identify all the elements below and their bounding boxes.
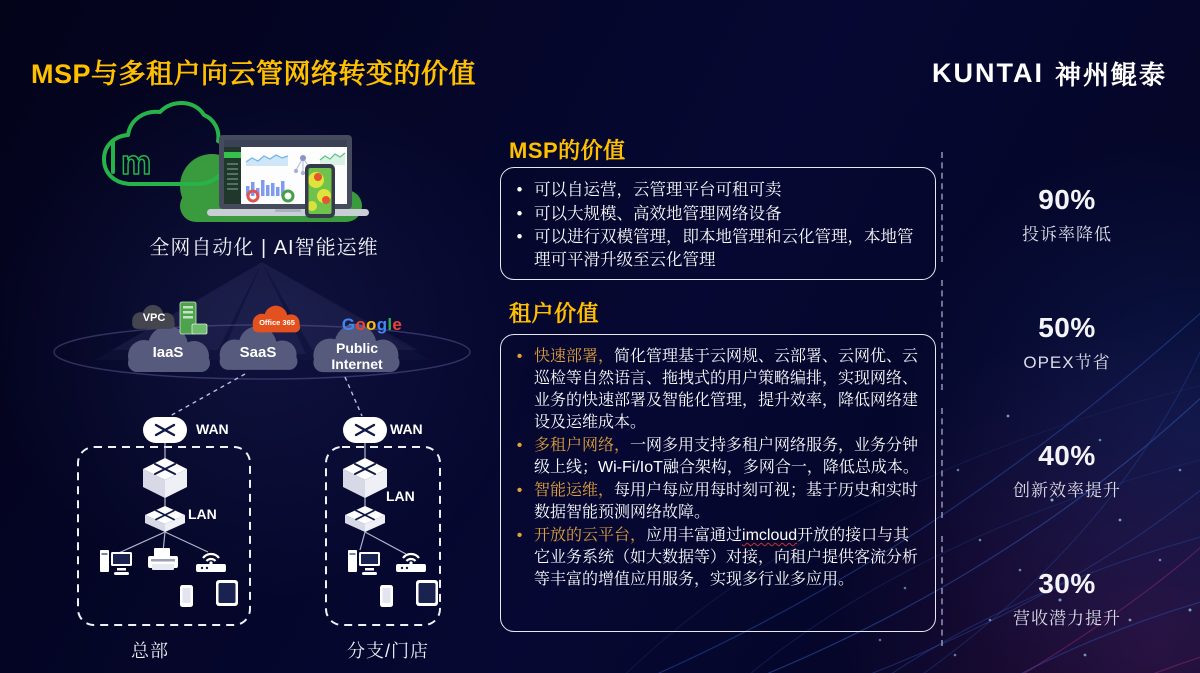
bullet-dot: •	[516, 348, 523, 365]
saas-label: SaaS	[239, 344, 277, 361]
network-diagram	[0, 255, 500, 673]
page-title: MSP与多租户向云管网络转变的价值	[31, 59, 477, 89]
imcloud-word: imcloud	[742, 527, 798, 544]
msp-bullet	[513, 203, 921, 226]
bullet-dot: •	[516, 204, 523, 223]
tenant-bullet	[513, 346, 921, 434]
tablet-icon-branch	[416, 580, 438, 606]
stat-value: 90%	[1038, 183, 1096, 215]
lan-label-hq: LAN	[188, 506, 217, 522]
google-letter: l	[387, 315, 393, 334]
pc-icon-hq	[100, 550, 132, 575]
stat-label: OPEX节省	[1023, 352, 1111, 372]
msp-value-box	[500, 167, 936, 280]
msp-section-heading: MSP的价值	[509, 138, 626, 163]
cloud-links	[170, 374, 362, 416]
wan-router-icon-branch	[343, 417, 387, 443]
stat-value: 40%	[1038, 439, 1096, 471]
msp-bullet-text: 可以进行双模管理，即本地管理和云化管理，本地管理可平滑升级至云化管理	[534, 228, 914, 269]
core-switch-icon-branch	[343, 458, 387, 498]
tenant-section-heading: 租户价值	[509, 301, 600, 326]
tablet-icon-hq	[216, 580, 238, 606]
google-logo	[342, 315, 402, 335]
lan-switch-icon-hq	[145, 506, 185, 532]
msp-bullet	[513, 179, 921, 202]
wan-label-hq: WAN	[196, 421, 229, 437]
bullet-dot: •	[516, 482, 523, 499]
stat-revenue-potential	[941, 534, 1193, 662]
stat-label: 创新效率提升	[1013, 480, 1121, 500]
stats-column	[941, 150, 1193, 662]
site-name-hq: 总部	[131, 641, 169, 661]
brand-logo-en: KUNTAI	[932, 58, 1044, 88]
stat-label: 投诉率降低	[1022, 224, 1112, 244]
stat-opex-saving	[941, 278, 1193, 406]
phone-icon-branch	[380, 585, 393, 607]
cloud-platform-illustration	[0, 100, 500, 250]
tenant-bullet	[513, 435, 921, 479]
google-letter: e	[392, 315, 403, 334]
stat-complaint-reduction	[941, 150, 1193, 278]
tenant-bullet-text	[534, 480, 921, 524]
tenant-bullet-body: 应用丰富通过	[646, 527, 743, 544]
tenant-value-box	[500, 334, 936, 632]
tenant-bullet-keyword: 快速部署，	[534, 348, 615, 365]
ap-icon-hq	[196, 554, 226, 572]
pc-icon-branch	[348, 550, 380, 575]
msp-bullet	[513, 226, 921, 271]
illustration-caption: 全网自动化 | AI智能运维	[149, 237, 379, 259]
tenant-bullet-keyword: 开放的云平台，	[534, 527, 647, 544]
google-letter: g	[376, 315, 388, 334]
phone-heatmap	[305, 164, 335, 218]
phone-icon-hq	[180, 585, 193, 607]
tenant-bullet	[513, 480, 921, 524]
msp-bullet-text: 可以自运营，云管理平台可租可卖	[534, 181, 782, 199]
iaas-label: IaaS	[152, 344, 184, 361]
tenant-bullet-body: 一网多用支持多租户网络服务，业务分钟级上线；Wi-Fi/IoT融合架构，多网合一，降低总成本。	[534, 437, 919, 476]
site-name-branch: 分支/门店	[346, 641, 430, 661]
bullet-dot: •	[516, 527, 523, 544]
stat-value: 50%	[1038, 311, 1096, 343]
bullet-dot: •	[516, 181, 523, 199]
tenant-bullet-text	[534, 435, 921, 479]
brand-logo	[932, 55, 1167, 92]
bullet-dot: •	[516, 437, 523, 454]
laptop-dashboard	[207, 135, 369, 216]
stat-value: 30%	[1038, 567, 1096, 599]
ap-icon-branch	[396, 554, 426, 572]
wan-router-icon-hq	[143, 417, 187, 443]
printer-icon-hq	[148, 548, 178, 570]
public-internet-label	[331, 340, 382, 372]
stat-label: 营收潜力提升	[1013, 608, 1121, 628]
tenant-bullet-body: 简化管理基于云网规、云部署、云网优、云巡检等自然语言、拖拽式的用户策略编排，实现网络、业务的快速部署及智能化管理，提升效率，降低网络建设及运维成本。	[534, 348, 919, 431]
msp-bullet-text: 可以大规模、高效地管理网络设备	[534, 204, 782, 223]
tenant-bullet-keyword: 多租户网络，	[534, 437, 631, 454]
google-letter: G	[341, 315, 356, 334]
google-letter: o	[355, 315, 367, 334]
office365-badge-label: Office 365	[259, 318, 295, 327]
tenant-bullet-text	[534, 525, 921, 591]
public-internet-line2: Internet	[331, 356, 383, 372]
svg-text:m: m	[121, 144, 152, 182]
brand-logo-zh: 神州鲲泰	[1054, 60, 1167, 90]
stat-innovation-efficiency	[941, 406, 1193, 534]
vpc-badge-label: VPC	[142, 312, 166, 324]
tenant-bullet	[513, 525, 921, 591]
tenant-bullet-keyword: 智能运维，	[534, 482, 615, 499]
wan-label-branch: WAN	[390, 421, 423, 437]
core-switch-icon-hq	[143, 458, 187, 498]
public-internet-line1: Public	[335, 340, 378, 356]
tenant-bullet-body: 每用户每应用每时刻可视；基于历史和实时数据智能预测网络故障。	[534, 482, 919, 521]
tenant-bullet-text	[534, 346, 921, 434]
bullet-dot: •	[516, 228, 523, 246]
google-letter: o	[366, 315, 377, 334]
tenant-bullet-body: 开放的接口与其它业务系统（如大数据等）对接，向租户提供客流分析等丰富的增值应用服务，实现多行业多应用。	[534, 527, 919, 588]
lan-switch-icon-branch	[345, 506, 385, 532]
lan-label-branch: LAN	[386, 488, 415, 504]
